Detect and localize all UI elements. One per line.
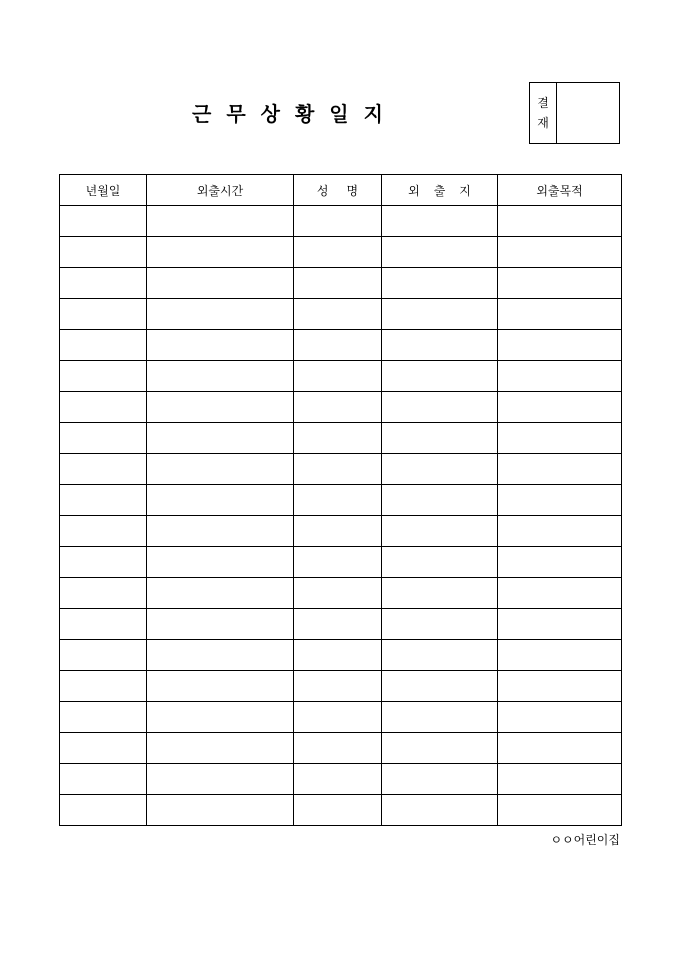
out-time-cell[interactable] bbox=[147, 671, 294, 702]
out-time-cell[interactable] bbox=[147, 640, 294, 671]
date-cell[interactable] bbox=[60, 640, 147, 671]
destination-cell[interactable] bbox=[382, 237, 498, 268]
destination-cell[interactable] bbox=[382, 392, 498, 423]
header-purpose: 외출목적 bbox=[498, 175, 622, 206]
out-time-cell[interactable] bbox=[147, 609, 294, 640]
table-row bbox=[60, 361, 622, 392]
work-log-table bbox=[59, 174, 622, 826]
date-cell[interactable] bbox=[60, 299, 147, 330]
name-cell[interactable] bbox=[294, 764, 382, 795]
table-row bbox=[60, 485, 622, 516]
table-row bbox=[60, 702, 622, 733]
name-cell[interactable] bbox=[294, 392, 382, 423]
name-cell[interactable] bbox=[294, 733, 382, 764]
table-row bbox=[60, 268, 622, 299]
approval-label-char-2: 재 bbox=[537, 116, 549, 130]
table-row bbox=[60, 733, 622, 764]
name-cell[interactable] bbox=[294, 454, 382, 485]
table-row bbox=[60, 454, 622, 485]
institution-name: ㅇㅇ어린이집 bbox=[550, 833, 620, 847]
name-cell[interactable] bbox=[294, 330, 382, 361]
destination-cell[interactable] bbox=[382, 330, 498, 361]
destination-cell[interactable] bbox=[382, 609, 498, 640]
date-cell[interactable] bbox=[60, 268, 147, 299]
out-time-cell[interactable] bbox=[147, 299, 294, 330]
date-cell[interactable] bbox=[60, 423, 147, 454]
document-title: 근무상황일지 bbox=[192, 102, 398, 126]
date-cell[interactable] bbox=[60, 361, 147, 392]
approval-label bbox=[530, 83, 557, 143]
name-cell[interactable] bbox=[294, 361, 382, 392]
purpose-cell[interactable] bbox=[498, 578, 622, 609]
name-cell[interactable] bbox=[294, 795, 382, 826]
header-out-time: 외출시간 bbox=[147, 175, 294, 206]
header-row bbox=[60, 175, 622, 206]
name-cell[interactable] bbox=[294, 671, 382, 702]
date-cell[interactable] bbox=[60, 795, 147, 826]
out-time-cell[interactable] bbox=[147, 423, 294, 454]
destination-cell[interactable] bbox=[382, 361, 498, 392]
name-cell[interactable] bbox=[294, 423, 382, 454]
purpose-cell[interactable] bbox=[498, 795, 622, 826]
out-time-cell[interactable] bbox=[147, 764, 294, 795]
destination-cell[interactable] bbox=[382, 268, 498, 299]
out-time-cell[interactable] bbox=[147, 485, 294, 516]
name-cell[interactable] bbox=[294, 578, 382, 609]
out-time-cell[interactable] bbox=[147, 795, 294, 826]
out-time-cell[interactable] bbox=[147, 268, 294, 299]
purpose-cell[interactable] bbox=[498, 733, 622, 764]
destination-cell[interactable] bbox=[382, 764, 498, 795]
table-row bbox=[60, 516, 622, 547]
destination-cell[interactable] bbox=[382, 299, 498, 330]
date-cell[interactable] bbox=[60, 764, 147, 795]
table-row bbox=[60, 237, 622, 268]
out-time-cell[interactable] bbox=[147, 237, 294, 268]
purpose-cell[interactable] bbox=[498, 764, 622, 795]
purpose-cell[interactable] bbox=[498, 299, 622, 330]
date-cell[interactable] bbox=[60, 609, 147, 640]
date-cell[interactable] bbox=[60, 733, 147, 764]
purpose-cell[interactable] bbox=[498, 547, 622, 578]
purpose-cell[interactable] bbox=[498, 330, 622, 361]
table-row bbox=[60, 392, 622, 423]
table-row bbox=[60, 299, 622, 330]
table-row bbox=[60, 423, 622, 454]
destination-cell[interactable] bbox=[382, 547, 498, 578]
date-cell[interactable] bbox=[60, 206, 147, 237]
purpose-cell[interactable] bbox=[498, 361, 622, 392]
out-time-cell[interactable] bbox=[147, 578, 294, 609]
out-time-cell[interactable] bbox=[147, 206, 294, 237]
destination-cell[interactable] bbox=[382, 733, 498, 764]
purpose-cell[interactable] bbox=[498, 516, 622, 547]
table-row bbox=[60, 547, 622, 578]
name-cell[interactable] bbox=[294, 206, 382, 237]
name-cell[interactable] bbox=[294, 609, 382, 640]
name-cell[interactable] bbox=[294, 547, 382, 578]
name-cell[interactable] bbox=[294, 237, 382, 268]
destination-cell[interactable] bbox=[382, 795, 498, 826]
destination-cell[interactable] bbox=[382, 454, 498, 485]
out-time-cell[interactable] bbox=[147, 330, 294, 361]
out-time-cell[interactable] bbox=[147, 516, 294, 547]
destination-cell[interactable] bbox=[382, 206, 498, 237]
name-cell[interactable] bbox=[294, 640, 382, 671]
approval-label-char-1: 결 bbox=[537, 96, 549, 110]
destination-cell[interactable] bbox=[382, 423, 498, 454]
destination-cell[interactable] bbox=[382, 516, 498, 547]
header-destination: 외출지 bbox=[382, 175, 498, 206]
purpose-cell[interactable] bbox=[498, 237, 622, 268]
name-cell[interactable] bbox=[294, 485, 382, 516]
date-cell[interactable] bbox=[60, 516, 147, 547]
purpose-cell[interactable] bbox=[498, 392, 622, 423]
name-cell[interactable] bbox=[294, 516, 382, 547]
header-date: 년월일 bbox=[60, 175, 147, 206]
header-name: 성명 bbox=[294, 175, 382, 206]
purpose-cell[interactable] bbox=[498, 702, 622, 733]
name-cell[interactable] bbox=[294, 702, 382, 733]
purpose-cell[interactable] bbox=[498, 609, 622, 640]
date-cell[interactable] bbox=[60, 454, 147, 485]
date-cell[interactable] bbox=[60, 702, 147, 733]
destination-cell[interactable] bbox=[382, 640, 498, 671]
out-time-cell[interactable] bbox=[147, 547, 294, 578]
table-row bbox=[60, 764, 622, 795]
purpose-cell[interactable] bbox=[498, 423, 622, 454]
destination-cell[interactable] bbox=[382, 702, 498, 733]
purpose-cell[interactable] bbox=[498, 640, 622, 671]
destination-cell[interactable] bbox=[382, 578, 498, 609]
date-cell[interactable] bbox=[60, 578, 147, 609]
table-row bbox=[60, 640, 622, 671]
date-cell[interactable] bbox=[60, 392, 147, 423]
out-time-cell[interactable] bbox=[147, 702, 294, 733]
name-cell[interactable] bbox=[294, 268, 382, 299]
date-cell[interactable] bbox=[60, 330, 147, 361]
out-time-cell[interactable] bbox=[147, 361, 294, 392]
out-time-cell[interactable] bbox=[147, 454, 294, 485]
destination-cell[interactable] bbox=[382, 485, 498, 516]
purpose-cell[interactable] bbox=[498, 485, 622, 516]
out-time-cell[interactable] bbox=[147, 733, 294, 764]
table-row bbox=[60, 206, 622, 237]
purpose-cell[interactable] bbox=[498, 268, 622, 299]
table-row bbox=[60, 330, 622, 361]
out-time-cell[interactable] bbox=[147, 392, 294, 423]
purpose-cell[interactable] bbox=[498, 206, 622, 237]
table-row bbox=[60, 795, 622, 826]
table-row bbox=[60, 609, 622, 640]
date-cell[interactable] bbox=[60, 237, 147, 268]
approval-signature-area[interactable] bbox=[557, 83, 619, 143]
name-cell[interactable] bbox=[294, 299, 382, 330]
table-row bbox=[60, 578, 622, 609]
table-body bbox=[60, 206, 622, 826]
table-row bbox=[60, 671, 622, 702]
destination-cell[interactable] bbox=[382, 671, 498, 702]
purpose-cell[interactable] bbox=[498, 454, 622, 485]
purpose-cell[interactable] bbox=[498, 671, 622, 702]
approval-box bbox=[529, 82, 620, 144]
date-cell[interactable] bbox=[60, 671, 147, 702]
date-cell[interactable] bbox=[60, 485, 147, 516]
date-cell[interactable] bbox=[60, 547, 147, 578]
